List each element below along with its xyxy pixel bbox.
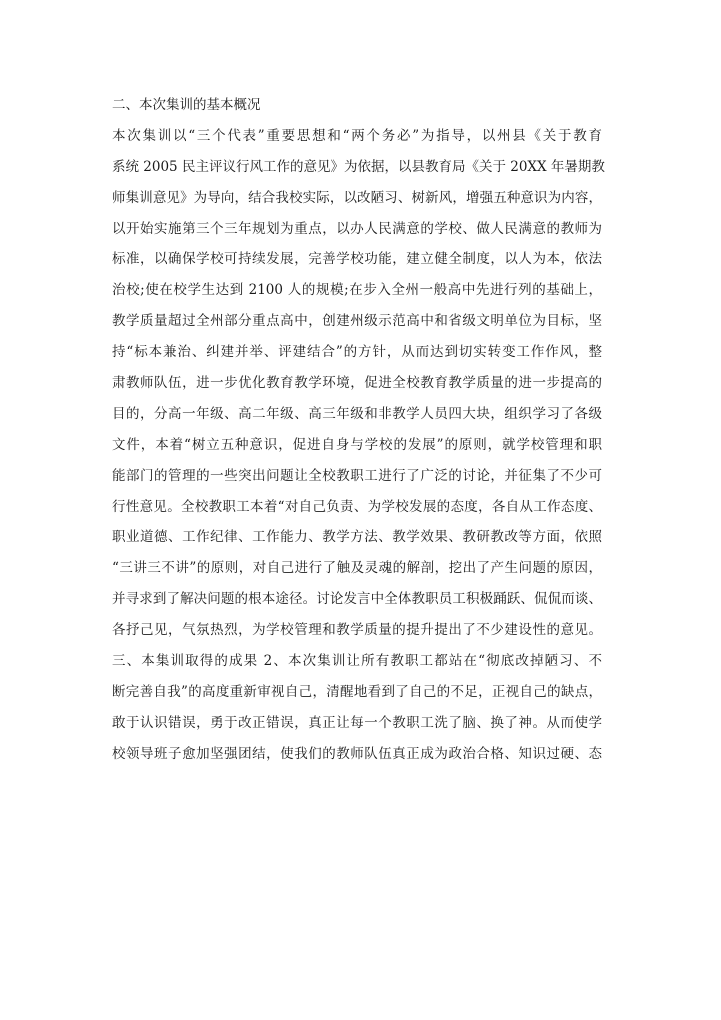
paragraph-line: 目的，分高一年级、高二年级、高三年级和非教学人员四大块，组织学习了各级 — [112, 405, 602, 422]
section-heading-3: 三、本集训取得的成果 2、本次集训让所有教职工都站在“彻底改掉陋习、不 — [112, 653, 602, 670]
paragraph-line: 能部门的管理的一些突出问题让全校教职工进行了广泛的讨论，并征集了不少可 — [112, 467, 602, 484]
document-body — [112, 90, 605, 770]
paragraph-line: 治校;使在校学生达到 2100 人的规模;在步入全州一般高中先进行列的基础上， — [112, 282, 602, 299]
paragraph-line: 并寻求到了解决问题的根本途径。讨论发言中全体教职员工积极踊跃、侃侃而谈、 — [112, 591, 602, 608]
paragraph-line: 持“标本兼治、纠建并举、评建结合”的方针，从而达到切实转变工作作风，整 — [112, 344, 602, 361]
paragraph-line: 以开始实施第三个三年规划为重点，以办人民满意的学校、做人民满意的教师为 — [112, 220, 602, 237]
paragraph-line: 敢于认识错误，勇于改正错误，真正让每一个教职工洗了脑、换了神。从而使学 — [112, 714, 602, 731]
paragraph-line: 师集训意见》为导向，结合我校实际，以改陋习、树新风，增强五种意识为内容， — [112, 189, 602, 206]
paragraph-line: 各抒己见，气氛热烈，为学校管理和教学质量的提升提出了不少建设性的意见。 — [112, 622, 602, 639]
paragraph-line: 行性意见。全校教职工本着“对自己负责、为学校发展的态度，各自从工作态度、 — [112, 498, 602, 515]
paragraph-line: 文件，本着“树立五种意识，促进自身与学校的发展”的原则，就学校管理和职 — [112, 436, 602, 453]
paragraph-line: 标准，以确保学校可持续发展，完善学校功能，建立健全制度，以人为本，依法 — [112, 251, 602, 268]
paragraph-line: 本次集训以“三个代表”重要思想和“两个务必”为指导，以州县《关于教育 — [112, 127, 602, 144]
paragraph-line: 职业道德、工作纪律、工作能力、教学方法、教学效果、教研教改等方面，依照 — [112, 529, 602, 546]
paragraph-line: 断完善自我”的高度重新审视自己，清醒地看到了自己的不足，正视自己的缺点， — [112, 683, 602, 700]
paragraph-line: 校领导班子愈加坚强团结，使我们的教师队伍真正成为政治合格、知识过硬、态 — [112, 745, 602, 762]
section-heading-2: 二、本次集训的基本概况 — [112, 97, 261, 113]
paragraph-line: “三讲三不讲”的原则，对自己进行了触及灵魂的解剖，挖出了产生问题的原因， — [112, 560, 602, 577]
paragraph-line: 教学质量超过全州部分重点高中，创建州级示范高中和省级文明单位为目标，坚 — [112, 313, 602, 330]
paragraph-line: 系统 2005 民主评议行风工作的意见》为依据，以县教育局《关于 20XX 年暑期教 — [112, 158, 605, 175]
paragraph-line: 肃教师队伍，进一步优化教育教学环境，促进全校教育教学质量的进一步提高的 — [112, 375, 602, 392]
